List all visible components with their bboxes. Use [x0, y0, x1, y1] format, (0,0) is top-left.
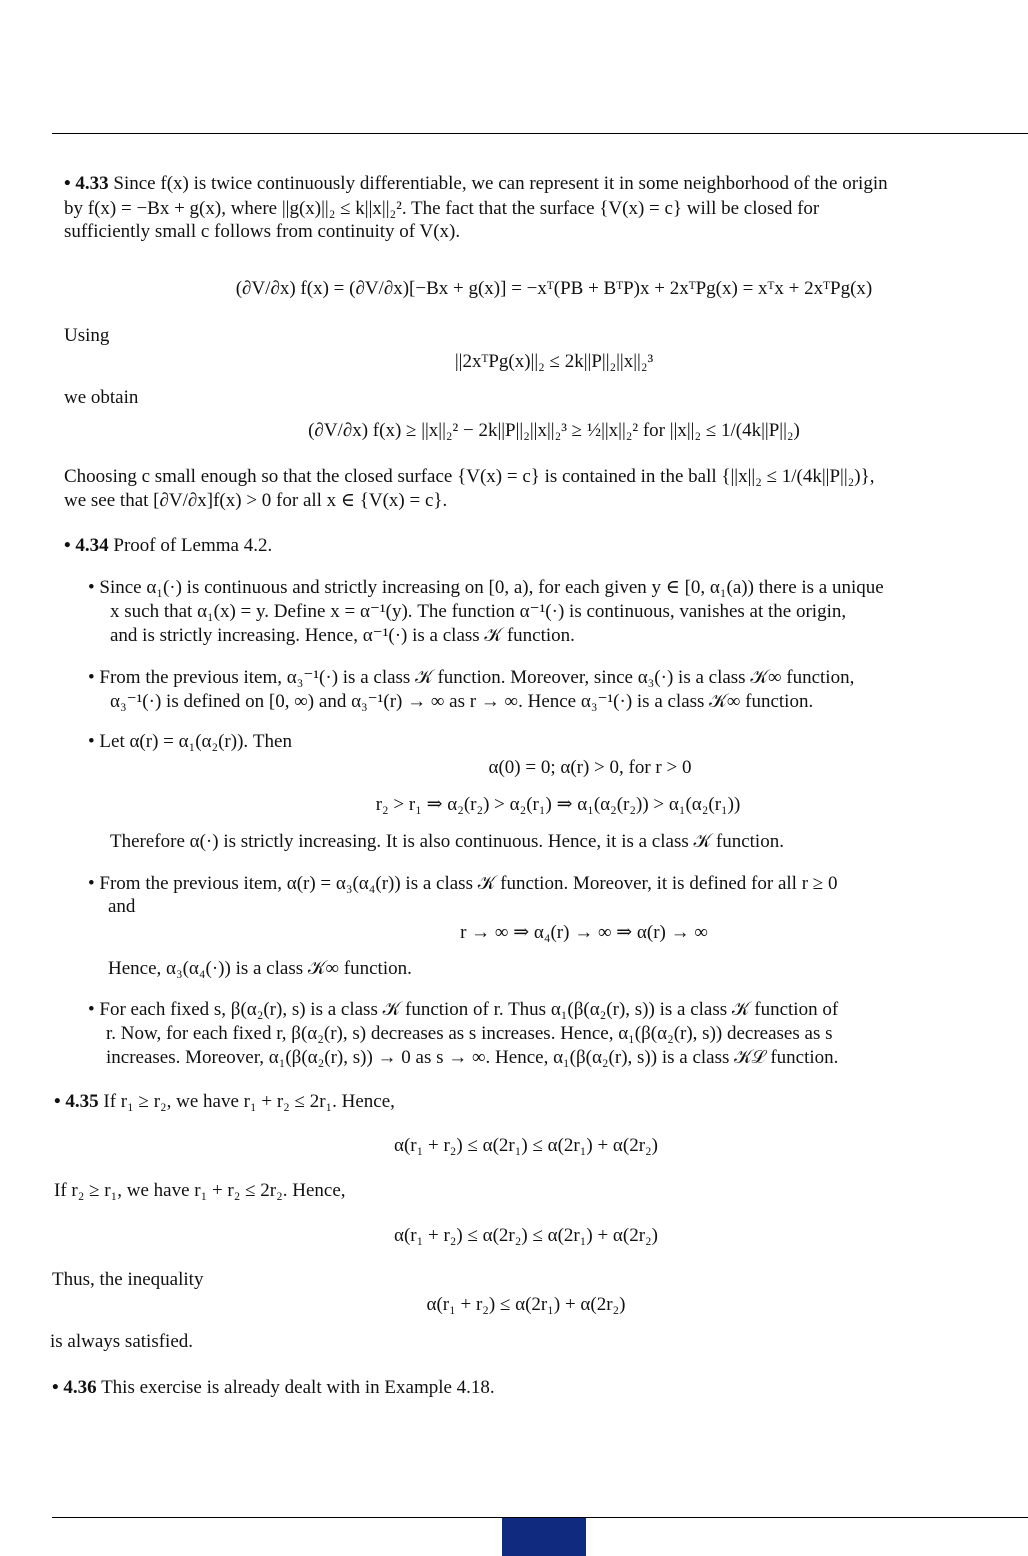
bullet-4-equation: r → ∞ ⇒ α₄(r) → ∞ ⇒ α(r) → ∞ — [460, 922, 708, 943]
we-obtain-label: we obtain — [64, 387, 139, 408]
item-4-36-line: • 4.36 This exercise is already dealt with in Example 4.18. — [52, 1377, 495, 1398]
bullet-5-line-2: r. Now, for each fixed r, β(α₂(r), s) decreases as s increases. Hence, α₁(β(α₂(r), s)) decreases as s — [106, 1023, 833, 1044]
item-4-33-line-1: • 4.33 Since f(x) is twice continuously differentiable, we can represent it in some neighborhood of the origin — [64, 173, 888, 194]
item-4-35-equation-1: α(r₁ + r₂) ≤ α(2r₁) ≤ α(2r₁) + α(2r₂) — [394, 1135, 658, 1156]
bullet-5-line-1: • For each fixed s, β(α₂(r), s) is a class 𝒦 function of r. Thus α₁(β(α₂(r), s)) is a class 𝒦 function of — [88, 999, 839, 1020]
bullet-1-line-1: • Since α₁(·) is continuous and strictly increasing on [0, a), for each given y ∈ [0, α₁(a)) there is a unique — [88, 577, 884, 598]
bullet-4-line-1: • From the previous item, α(r) = α₃(α₄(r)) is a class 𝒦 function. Moreover, it is defined for all r ≥ 0 — [88, 873, 838, 894]
using-label: Using — [64, 325, 110, 346]
item-4-34-label: • 4.34 — [64, 535, 109, 556]
equation-3: (∂V/∂x) f(x) ≥ ||x||₂² − 2k||P||₂||x||₂³ ≥ ½||x||₂² for ||x||₂ ≤ 1/(4k||P||₂) — [308, 420, 800, 441]
equation-1: (∂V/∂x) f(x) = (∂V/∂x)[−Bx + g(x)] = −xᵀ(PB + BᵀP)x + 2xᵀPg(x) = xᵀx + 2xᵀPg(x) — [235, 278, 873, 299]
page-number-box — [502, 1518, 586, 1556]
item-4-34-heading: • 4.34 Proof of Lemma 4.2. — [64, 535, 273, 556]
item-4-33-line-2: by f(x) = −Bx + g(x), where ||g(x)||₂ ≤ k||x||₂². The fact that the surface {V(x) = c} will be closed for — [64, 198, 820, 219]
item-4-35-line-3: Thus, the inequality — [52, 1269, 204, 1290]
top-rule — [52, 133, 1028, 134]
item-4-33-line-5: we see that [∂V/∂x]f(x) > 0 for all x ∈ {V(x) = c}. — [64, 490, 448, 511]
item-4-36-label: • 4.36 — [52, 1377, 97, 1398]
item-4-35-label: • 4.35 — [54, 1091, 99, 1112]
equation-2: ||2xᵀPg(x)||₂ ≤ 2k||P||₂||x||₂³ — [454, 351, 654, 372]
item-4-35-line-4: is always satisfied. — [50, 1331, 194, 1352]
item-4-33-label: • 4.33 — [64, 173, 109, 194]
item-4-35-line-1: • 4.35 If r₁ ≥ r₂, we have r₁ + r₂ ≤ 2r₁. Hence, — [54, 1091, 395, 1112]
item-4-33-line-4: Choosing c small enough so that the closed surface {V(x) = c} is contained in the ball {||x||₂ ≤ 1/(4k||P||₂)}, — [64, 466, 875, 487]
bullet-2-line-2: α₃⁻¹(·) is defined on [0, ∞) and α₃⁻¹(r) → ∞ as r → ∞. Hence α₃⁻¹(·) is a class 𝒦∞ function. — [110, 691, 814, 712]
item-4-35-equation-2: α(r₁ + r₂) ≤ α(2r₂) ≤ α(2r₁) + α(2r₂) — [394, 1225, 658, 1246]
item-4-33-line-3: sufficiently small c follows from continuity of V(x). — [64, 221, 461, 242]
bullet-3-equation-1: α(0) = 0; α(r) > 0, for r > 0 — [488, 757, 692, 778]
bullet-3-line-1: • Let α(r) = α₁(α₂(r)). Then — [88, 731, 292, 752]
bullet-3-line-2: Therefore α(·) is strictly increasing. It is also continuous. Hence, it is a class 𝒦 function. — [110, 831, 784, 852]
bullet-3-equation-2: r₂ > r₁ ⇒ α₂(r₂) > α₂(r₁) ⇒ α₁(α₂(r₂)) > α₁(α₂(r₁)) — [375, 794, 741, 815]
bullet-4-line-3: Hence, α₃(α₄(·)) is a class 𝒦∞ function. — [108, 958, 412, 979]
bullet-5-line-3: increases. Moreover, α₁(β(α₂(r), s)) → 0 as s → ∞. Hence, α₁(β(α₂(r), s)) is a class 𝒦ℒ function. — [106, 1047, 839, 1068]
bullet-1-line-3: and is strictly increasing. Hence, α⁻¹(·) is a class 𝒦 function. — [110, 625, 575, 646]
bullet-1-line-2: x such that α₁(x) = y. Define x = α⁻¹(y). The function α⁻¹(·) is continuous, vanishes at the origin, — [110, 601, 847, 622]
item-4-35-equation-3: α(r₁ + r₂) ≤ α(2r₁) + α(2r₂) — [426, 1294, 626, 1315]
bullet-2-line-1: • From the previous item, α₃⁻¹(·) is a class 𝒦 function. Moreover, since α₃(·) is a class 𝒦∞ function, — [88, 667, 855, 688]
bullet-4-line-2: and — [108, 896, 136, 917]
item-4-35-line-2: If r₂ ≥ r₁, we have r₁ + r₂ ≤ 2r₂. Hence, — [54, 1180, 346, 1201]
